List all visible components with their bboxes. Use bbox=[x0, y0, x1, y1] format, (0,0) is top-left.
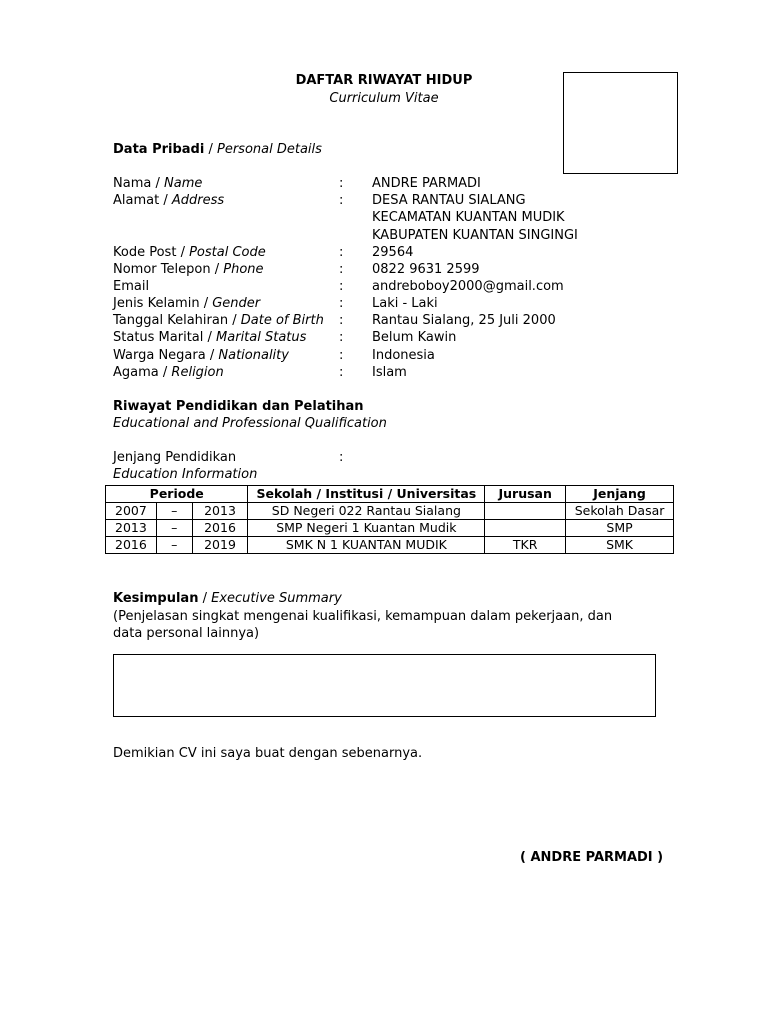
personal-heading-label: Data Pribadi bbox=[113, 142, 205, 157]
label-id: Nama bbox=[113, 176, 152, 191]
heading-separator: / bbox=[202, 591, 207, 606]
field-value-email: andreboboy2000@gmail.com bbox=[372, 279, 564, 294]
field-label-nationality bbox=[113, 348, 289, 363]
field-label-address bbox=[113, 193, 224, 208]
cell-end-year: 2019 bbox=[192, 537, 248, 554]
label-en: Religion bbox=[171, 365, 224, 380]
field-label-email: Email bbox=[113, 279, 150, 294]
summary-box bbox=[113, 654, 656, 717]
field-label-marital bbox=[113, 330, 306, 345]
label-en: Date of Birth bbox=[240, 313, 324, 328]
cell-start-year: 2013 bbox=[106, 520, 157, 537]
field-colon: : bbox=[339, 296, 344, 311]
label-sep: / bbox=[207, 330, 212, 345]
field-label-name bbox=[113, 176, 202, 191]
label-sep: / bbox=[203, 296, 209, 311]
closing-statement: Demikian CV ini saya buat dengan sebenarnya. bbox=[113, 746, 423, 761]
field-value-postal-code: 29564 bbox=[372, 245, 414, 260]
field-value-dob: Rantau Sialang, 25 Juli 2000 bbox=[372, 313, 556, 328]
label-en: Marital Status bbox=[216, 330, 307, 345]
field-label-dob bbox=[113, 313, 324, 328]
signature-name: ( ANDRE PARMADI ) bbox=[520, 850, 664, 865]
education-level-label: Jenjang Pendidikan bbox=[113, 450, 237, 465]
education-heading: Riwayat Pendidikan dan Pelatihan bbox=[113, 399, 364, 414]
field-colon: : bbox=[339, 450, 344, 465]
cell-major bbox=[485, 520, 566, 537]
label-en: Postal Code bbox=[189, 245, 266, 260]
label-id: Warga Negara bbox=[113, 348, 206, 363]
education-heading-en: Educational and Professional Qualification bbox=[113, 416, 387, 431]
heading-separator: / bbox=[208, 142, 213, 157]
label-sep: / bbox=[232, 313, 237, 328]
cell-level: SMK bbox=[566, 537, 674, 554]
summary-heading-label: Kesimpulan bbox=[113, 591, 199, 606]
document-title: DAFTAR RIWAYAT HIDUP bbox=[295, 73, 473, 88]
cell-school: SMP Negeri 1 Kuantan Mudik bbox=[248, 520, 485, 537]
label-sep: / bbox=[163, 193, 168, 208]
personal-heading bbox=[113, 142, 322, 157]
label-en: Gender bbox=[212, 296, 261, 311]
field-colon: : bbox=[339, 330, 344, 345]
cell-school: SMK N 1 KUANTAN MUDIK bbox=[248, 537, 485, 554]
summary-heading-en: Executive Summary bbox=[211, 591, 342, 606]
field-label-religion bbox=[113, 365, 224, 380]
label-id: Jenis Kelamin bbox=[113, 296, 200, 311]
label-en: Phone bbox=[223, 262, 264, 277]
photo-placeholder bbox=[563, 72, 678, 174]
col-header-level: Jenjang bbox=[566, 486, 674, 503]
field-value-religion: Islam bbox=[372, 365, 407, 380]
field-colon: : bbox=[339, 313, 344, 328]
label-id: Status Marital bbox=[113, 330, 204, 345]
label-en: Name bbox=[164, 176, 203, 191]
cell-school: SD Negeri 022 Rantau Sialang bbox=[248, 503, 485, 520]
label-id: Tanggal Kelahiran bbox=[113, 313, 229, 328]
label-id: Nomor Telepon bbox=[113, 262, 211, 277]
cell-dash: – bbox=[156, 503, 192, 520]
field-colon: : bbox=[339, 348, 344, 363]
label-en: Nationality bbox=[218, 348, 289, 363]
field-colon: : bbox=[339, 176, 344, 191]
cell-start-year: 2016 bbox=[106, 537, 157, 554]
field-value-gender: Laki - Laki bbox=[372, 296, 438, 311]
summary-description-line2: data personal lainnya) bbox=[113, 626, 260, 641]
col-header-school: Sekolah / Institusi / Universitas bbox=[248, 486, 485, 503]
field-value-address: DESA RANTAU SIALANG bbox=[372, 193, 526, 208]
field-colon: : bbox=[339, 365, 344, 380]
field-label-gender bbox=[113, 296, 260, 311]
table-row bbox=[106, 503, 674, 520]
field-value-phone: 0822 9631 2599 bbox=[372, 262, 480, 277]
education-table bbox=[105, 485, 674, 554]
label-sep: / bbox=[209, 348, 215, 363]
label-sep: / bbox=[155, 176, 160, 191]
table-row bbox=[106, 520, 674, 537]
label-en: Address bbox=[171, 193, 225, 208]
field-value-nationality: Indonesia bbox=[372, 348, 435, 363]
field-colon: : bbox=[339, 262, 344, 277]
label-sep: / bbox=[214, 262, 220, 277]
field-label-phone bbox=[113, 262, 264, 277]
cell-level: Sekolah Dasar bbox=[566, 503, 674, 520]
field-value-address-line3: KABUPATEN KUANTAN SINGINGI bbox=[372, 228, 578, 243]
cell-major: TKR bbox=[485, 537, 566, 554]
document-subtitle: Curriculum Vitae bbox=[329, 91, 439, 106]
field-colon: : bbox=[339, 193, 344, 208]
cell-level: SMP bbox=[566, 520, 674, 537]
field-colon: : bbox=[339, 245, 344, 260]
cell-end-year: 2013 bbox=[192, 503, 248, 520]
label-id: Kode Post bbox=[113, 245, 177, 260]
cell-major bbox=[485, 503, 566, 520]
cell-start-year: 2007 bbox=[106, 503, 157, 520]
label-sep: / bbox=[162, 365, 168, 380]
summary-description-line1: (Penjelasan singkat mengenai kualifikasi, kemampuan dalam pekerjaan, dan bbox=[113, 609, 613, 624]
field-colon: : bbox=[339, 279, 344, 294]
field-value-address-line2: KECAMATAN KUANTAN MUDIK bbox=[372, 210, 565, 225]
col-header-major: Jurusan bbox=[485, 486, 566, 503]
col-header-period: Periode bbox=[106, 486, 248, 503]
field-value-name: ANDRE PARMADI bbox=[372, 176, 481, 191]
personal-heading-en: Personal Details bbox=[216, 142, 322, 157]
label-id: Alamat bbox=[113, 193, 160, 208]
table-header-row bbox=[106, 486, 674, 503]
education-info-label: Education Information bbox=[113, 467, 258, 482]
summary-heading bbox=[113, 591, 342, 606]
table-row bbox=[106, 537, 674, 554]
field-label-postal-code bbox=[113, 245, 266, 260]
cell-dash: – bbox=[156, 520, 192, 537]
label-id: Agama bbox=[113, 365, 159, 380]
label-sep: / bbox=[180, 245, 185, 260]
cell-end-year: 2016 bbox=[192, 520, 248, 537]
cell-dash: – bbox=[156, 537, 192, 554]
field-value-marital: Belum Kawin bbox=[372, 330, 457, 345]
